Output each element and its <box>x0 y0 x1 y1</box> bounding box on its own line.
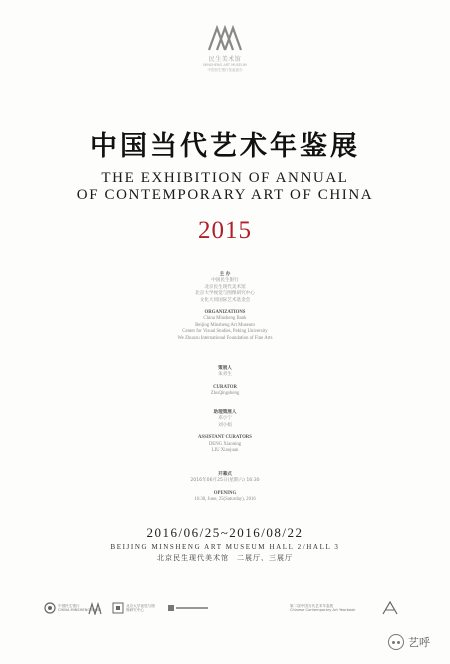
assistant-name-en: LIU Xiaojuan <box>211 448 239 454</box>
visual-studies-name: 北京大学视觉与图像研究中心 <box>126 603 155 612</box>
museum-small-logo <box>88 596 102 620</box>
bank-emblem-icon <box>44 602 56 614</box>
organizer-line-en: China Minsheng Bank <box>203 316 247 322</box>
logo-name-en: MINSHENG ART MUSEUM <box>203 63 247 67</box>
organizers-block <box>0 272 450 342</box>
square-emblem-icon <box>112 602 124 614</box>
watermark <box>388 634 430 650</box>
yearbook-credit-cn: 第二届中国当代艺术年鉴展 <box>290 603 334 608</box>
organizers-heading-en: ORGANIZATIONS <box>204 310 246 316</box>
assistant-name-cn: 刘小娟 <box>218 422 232 428</box>
assistant-name-cn: 邓小宁 <box>218 416 232 422</box>
sponsor-logos <box>0 596 450 626</box>
opening-heading-en: OPENING <box>213 490 237 496</box>
visual-studies-logo <box>112 596 156 620</box>
yearbook-logo <box>382 596 398 620</box>
curator-name-cn: 朱青生 <box>218 372 232 378</box>
assistant-heading-cn: 助理策展人 <box>213 410 237 415</box>
opening-block <box>0 472 450 504</box>
exhibition-year: 2015 <box>198 217 252 244</box>
organizer-line-en: Beijing Minsheng Art Museum <box>195 322 255 328</box>
exhibition-dates: 2016/06/25~2016/08/22 <box>146 525 304 540</box>
curator-name-en: ZhuQingsheng <box>210 391 240 397</box>
mountain-logo-icon <box>207 22 243 52</box>
organizer-line-cn: 北京民生现代美术馆 <box>204 284 246 290</box>
opening-heading-cn: 开幕式 <box>218 472 232 477</box>
organizer-line-cn: 文化大同国际艺术基金会 <box>199 297 251 303</box>
bank-name-en: CHINA MINSHENG BANK <box>58 608 102 612</box>
curator-heading-cn: 策展人 <box>218 366 232 371</box>
foundation-logo <box>168 596 208 620</box>
title-english-line1: THE EXHIBITION OF ANNUAL <box>101 170 349 186</box>
venue-chinese: 北京民生现代美术馆 二展厅、三展厅 <box>157 554 293 562</box>
opening-time-en: 16:30, June, 25(Saturday), 2016 <box>194 497 256 503</box>
assistant-name-en: DENG Xiaoning <box>208 441 242 447</box>
title-chinese: 中国当代艺术年鉴展 <box>90 131 360 162</box>
logo-subtitle: 中国民生银行发起创办 <box>207 68 243 72</box>
logo-name-cn: 民生美术馆 <box>208 56 242 63</box>
yearbook-credit <box>290 596 355 620</box>
organizer-line-en: Center for Visual Studies, Peking University <box>182 329 268 335</box>
organizer-line-en: We Zhuozu International Foundation of Fine Arts <box>177 335 273 341</box>
chat-bubble-icon <box>388 634 404 650</box>
bank-name-cn: 中国民生银行 <box>58 603 80 608</box>
organizers-heading-cn: 主 办 <box>219 272 231 277</box>
organizer-line-cn: 中国民生银行 <box>211 278 239 284</box>
mountain-logo-icon <box>88 601 102 615</box>
assistant-curators-block <box>0 410 450 454</box>
venue-english: BEIJING MINSHENG ART MUSEUM HALL 2/HALL 3 <box>110 543 340 551</box>
foundation-emblem-icon <box>168 603 208 613</box>
assistant-heading-en: ASSISTANT CURATORS <box>198 435 252 441</box>
museum-logo <box>200 22 250 94</box>
watermark-label: 艺呼 <box>408 636 430 649</box>
title-english-line2: OF CONTEMPORARY ART OF CHINA <box>76 187 374 203</box>
yearbook-credit-en: Chinese Contemporary Art Yearbook <box>290 608 356 612</box>
opening-time-cn: 2016年06月25日(星期六) 16:30 <box>190 478 260 484</box>
curator-block <box>0 366 450 398</box>
curator-heading-en: CURATOR <box>213 384 237 390</box>
organizer-line-cn: 北京大学视觉与图像研究中心 <box>195 291 255 297</box>
house-emblem-icon <box>382 600 398 616</box>
